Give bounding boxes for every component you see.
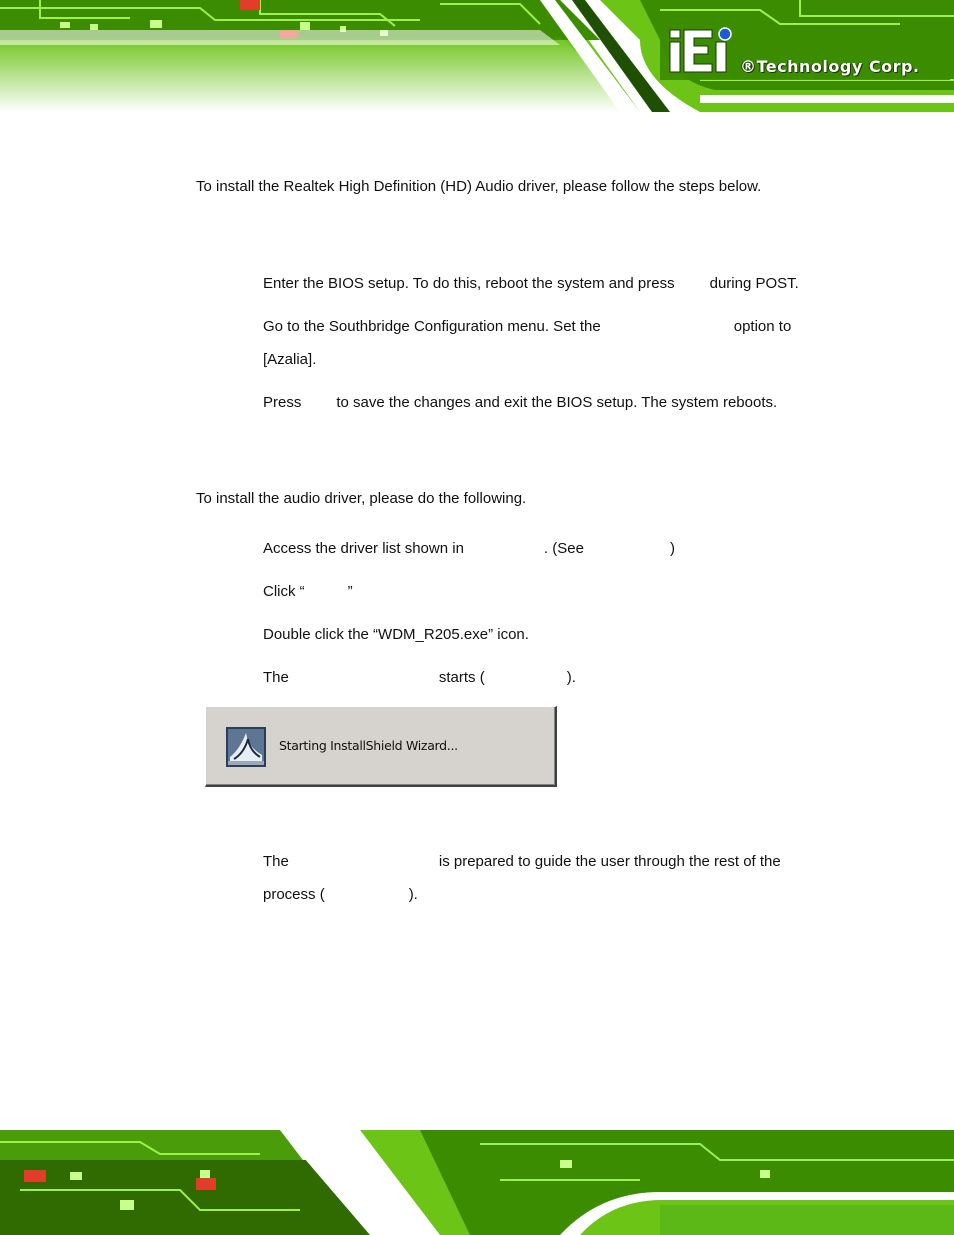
bios-step-1: Enter the BIOS setup. To do this, reboot the system and press during POST. <box>263 275 799 292</box>
header-pcb-banner <box>0 0 954 112</box>
installshield-starting-dialog <box>205 706 557 787</box>
bios-step-2-continuation: [Azalia]. <box>263 351 317 368</box>
intro-paragraph: To install the Realtek High Definition (HD) Audio driver, please follow the steps below. <box>196 178 762 195</box>
company-name: ®Technology Corp. <box>740 57 920 76</box>
install-step-2: Click “ ” <box>263 583 353 600</box>
installshield-icon <box>226 727 266 767</box>
install-step-4: The starts ( ). <box>263 669 576 686</box>
install-step-3: Double click the “WDM_R205.exe” icon. <box>263 626 529 643</box>
iei-logo <box>668 26 736 76</box>
install-step-1: Access the driver list shown in . (See ) <box>263 540 675 557</box>
footer-pcb-banner <box>0 1130 954 1235</box>
bios-step-2: Go to the Southbridge Configuration menu. Set the option to <box>263 318 792 335</box>
final-step: The is prepared to guide the user through the rest of the <box>263 853 781 870</box>
bios-step-3: Press to save the changes and exit the BIOS setup. The system reboots. <box>263 394 778 411</box>
install-intro: To install the audio driver, please do the following. <box>196 490 527 507</box>
final-step-continuation: process ( ). <box>263 886 418 903</box>
dialog-message: Starting InstallShield Wizard... <box>279 738 458 753</box>
